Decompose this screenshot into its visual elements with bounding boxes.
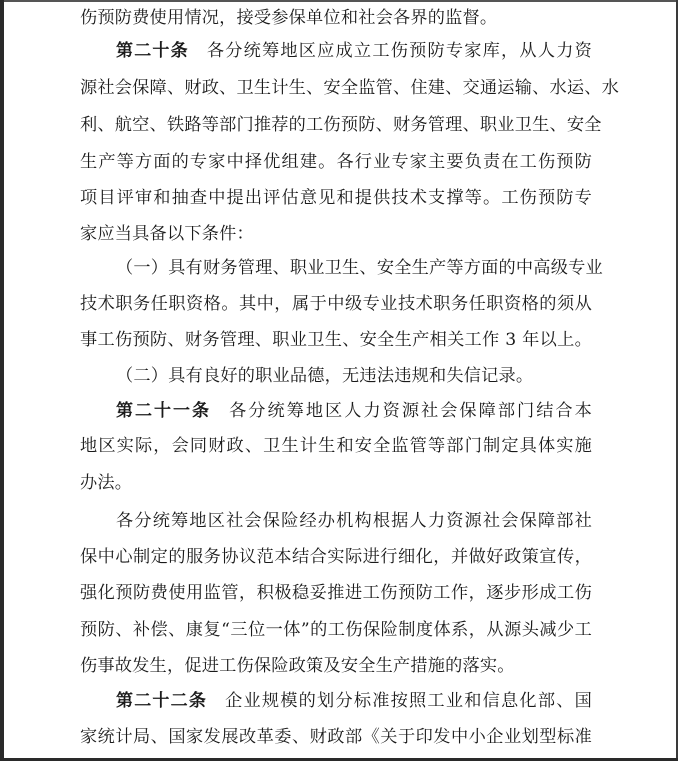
line-text: 伤预防费使用情况，接受参保单位和社会各界的监督。 xyxy=(80,8,498,28)
line-text: 家应当具备以下条件： xyxy=(80,224,254,244)
text-line xyxy=(80,361,592,391)
line-text: 生产等方面的专家中择优组建。各行业专家主要负责在工伤预防 xyxy=(80,152,592,172)
line-text: 家统计局、国家发展改革委、财政部《关于印发中小企业划型标准 xyxy=(80,727,592,747)
text-line xyxy=(80,468,592,498)
line-text: 源社会保障、财政、卫生计生、安全监管、住建、交通运输、水运、水 xyxy=(80,78,620,98)
line-text: 保中心制定的服务协议范本结合实际进行细化，并做好政策宣传， xyxy=(80,547,592,567)
line-text: 强化预防费使用监管，积极稳妥推进工伤预防工作，逐步形成工伤 xyxy=(80,583,592,603)
line-text: 预防、补偿、康复“三位一体”的工伤保险制度体系，从源头减少工 xyxy=(80,620,592,640)
text-line xyxy=(80,431,592,461)
line-text: 企业规模的划分标准按照工业和信息化部、国 xyxy=(225,691,592,711)
article-heading: 第二十二条 xyxy=(116,691,208,711)
page-frame-top xyxy=(0,0,678,2)
line-text: 办法。 xyxy=(80,473,133,493)
line-text: （二）具有良好的职业品德，无违法违规和失信记录。 xyxy=(116,366,534,386)
line-text: （一）具有财务管理、职业卫生、安全生产等方面的中高级专业 xyxy=(116,258,603,278)
page-frame-left xyxy=(0,0,4,761)
line-text: 利、航空、铁路等部门推荐的工伤预防、财务管理、职业卫生、安全 xyxy=(80,115,602,135)
text-line xyxy=(80,147,592,177)
article-heading: 第二十一条 xyxy=(116,401,212,421)
text-line xyxy=(80,3,592,33)
text-line xyxy=(80,722,592,752)
line-text: 项目评审和抽查中提出评估意见和提供技术支撑等。工伤预防专 xyxy=(80,188,592,208)
article-heading: 第二十条 xyxy=(116,41,189,61)
text-line xyxy=(80,506,592,536)
text-line xyxy=(80,651,592,681)
text-line xyxy=(80,253,603,283)
article-heading-line xyxy=(80,396,592,426)
text-line xyxy=(80,615,592,645)
line-text: 伤事故发生，促进工伤保险政策及安全生产措施的落实。 xyxy=(80,656,515,676)
text-line xyxy=(80,542,592,572)
line-text: 各分统筹地区社会保险经办机构根据人力资源社会保障部社 xyxy=(116,511,592,531)
article-heading-line xyxy=(80,36,592,66)
text-line xyxy=(80,219,592,249)
line-text: 事工伤预防、财务管理、职业卫生、安全生产相关工作 3 年以上。 xyxy=(80,330,592,350)
article-heading-line xyxy=(80,686,592,716)
line-text: 各分统筹地区应成立工伤预防专家库，从人力资 xyxy=(206,41,592,61)
line-text: 各分统筹地区人力资源社会保障部门结合本 xyxy=(229,401,593,421)
line-text: 地区实际，会同财政、卫生计生和安全监管等部门制定具体实施 xyxy=(80,436,592,456)
text-line xyxy=(80,578,592,608)
text-line xyxy=(80,73,620,103)
line-text: 技术职务任职资格。其中，属于中级专业技术职务任职资格的须从 xyxy=(80,294,592,314)
text-line xyxy=(80,110,602,140)
text-line xyxy=(80,183,592,213)
text-line xyxy=(80,325,592,355)
text-line xyxy=(80,289,592,319)
